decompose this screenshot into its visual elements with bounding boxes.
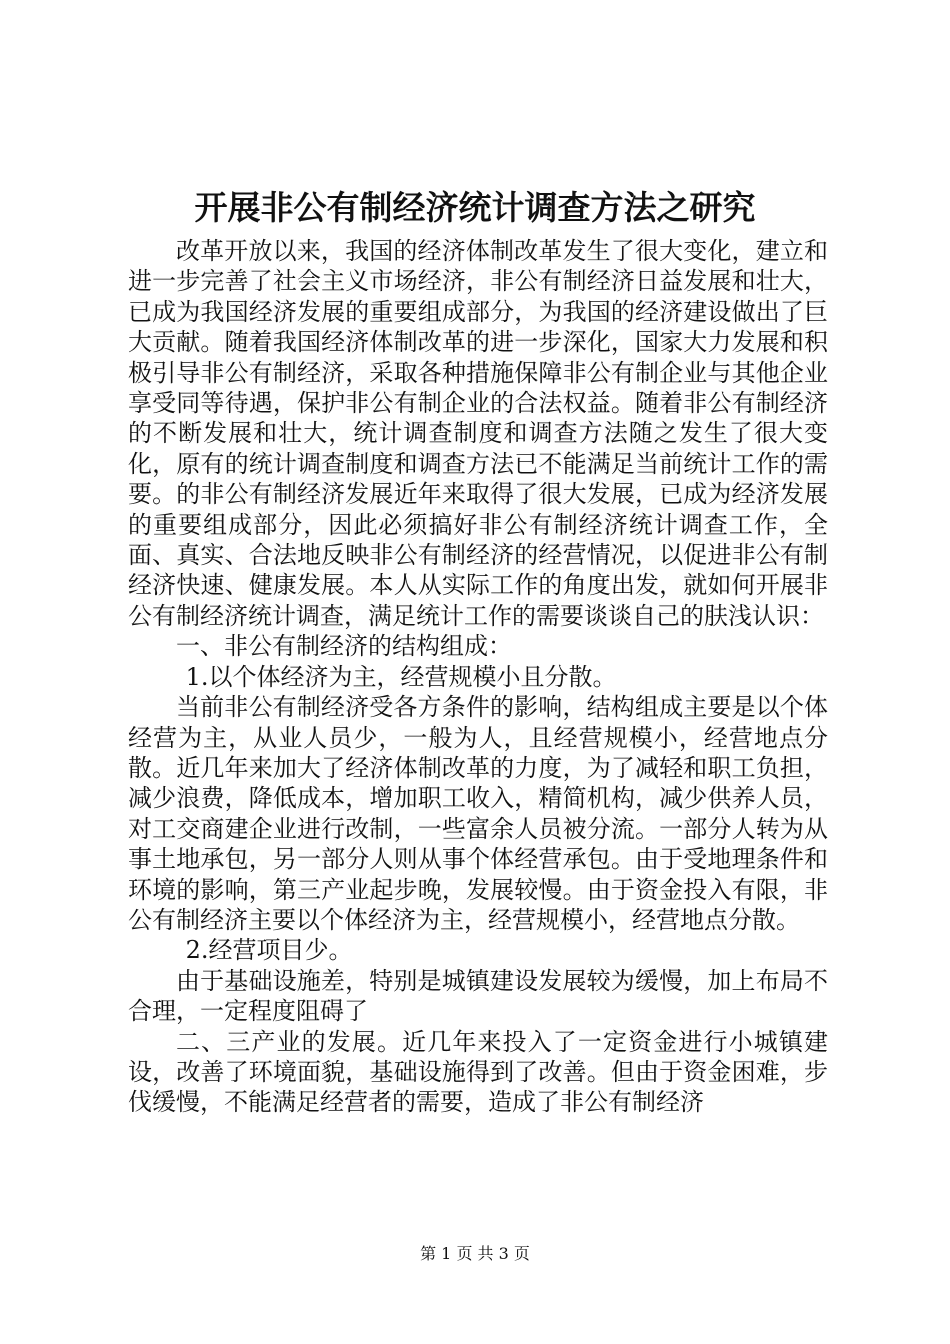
subsection-heading-2: 2.经营项目少。 [185, 936, 353, 965]
page-number-footer: 第 1 页 共 3 页 [420, 1244, 530, 1263]
body-paragraph: 由于基础设施差，特别是城镇建设发展较为缓慢，加上布局不合理，一定程度阻碍了 [128, 966, 828, 1026]
intro-paragraph: 改革开放以来，我国的经济体制改革发生了很大变化，建立和进一步完善了社会主义市场经济，非公有制经济日益发展和壮大，已成为我国经济发展的重要组成部分，为我国的经济建设做出了巨大贡献。随着我国经济体制改革的进一步深化，国家大力发展和积极引导非公有制经济，采取各种措施保障非公有制企业与其他企业享受同等待遇，保护非公有制企业的合法权益。随着非公有制经济的不断发展和壮大，统计调查制度和调查方法随之发生了很大变化，原有的统计调查制度和调查方法已不能满足当前统计工作的需要。的非公有制经济发展近年来取得了很大发展，已成为经济发展的重要组成部分，因此必须搞好非公有制经济统计调查工作，全面、真实、合法地反映非公有制经济的经营情况，以促进非公有制经济快速、健康发展。本人从实际工作的角度出发，就如何开展非公有制经济统计调查，满足统计工作的需要谈谈自己的肤浅认识： [128, 237, 828, 630]
section-heading-1: 一、非公有制经济的结构组成： [176, 632, 512, 661]
document-body [128, 236, 828, 1118]
document-title: 开展非公有制经济统计调查方法之研究 [194, 188, 756, 227]
body-paragraph: 当前非公有制经济受各方条件的影响，结构组成主要是以个体经营为主，从业人员少，一般为人，且经营规模小，经营地点分散。近几年来加大了经济体制改革的力度，为了减轻和职工负担，减少浪费，降低成本，增加职工收入，精简机构，减少供养人员，对工交商建企业进行改制，一些富余人员被分流。一部分人转为从事土地承包，另一部分人则从事个体经营承包。由于受地理条件和环境的影响，第三产业起步晚，发展较慢。由于资金投入有限，非公有制经济主要以个体经济为主，经营规模小，经营地点分散。 [128, 693, 828, 934]
body-paragraph: 二、三产业的发展。近几年来投入了一定资金进行小城镇建设，改善了环境面貌，基础设施得到了改善。但由于资金困难，步伐缓慢，不能满足经营者的需要，造成了非公有制经济 [128, 1027, 828, 1117]
subsection-heading-1: 1.以个体经济为主，经营规模小且分散。 [185, 662, 617, 691]
